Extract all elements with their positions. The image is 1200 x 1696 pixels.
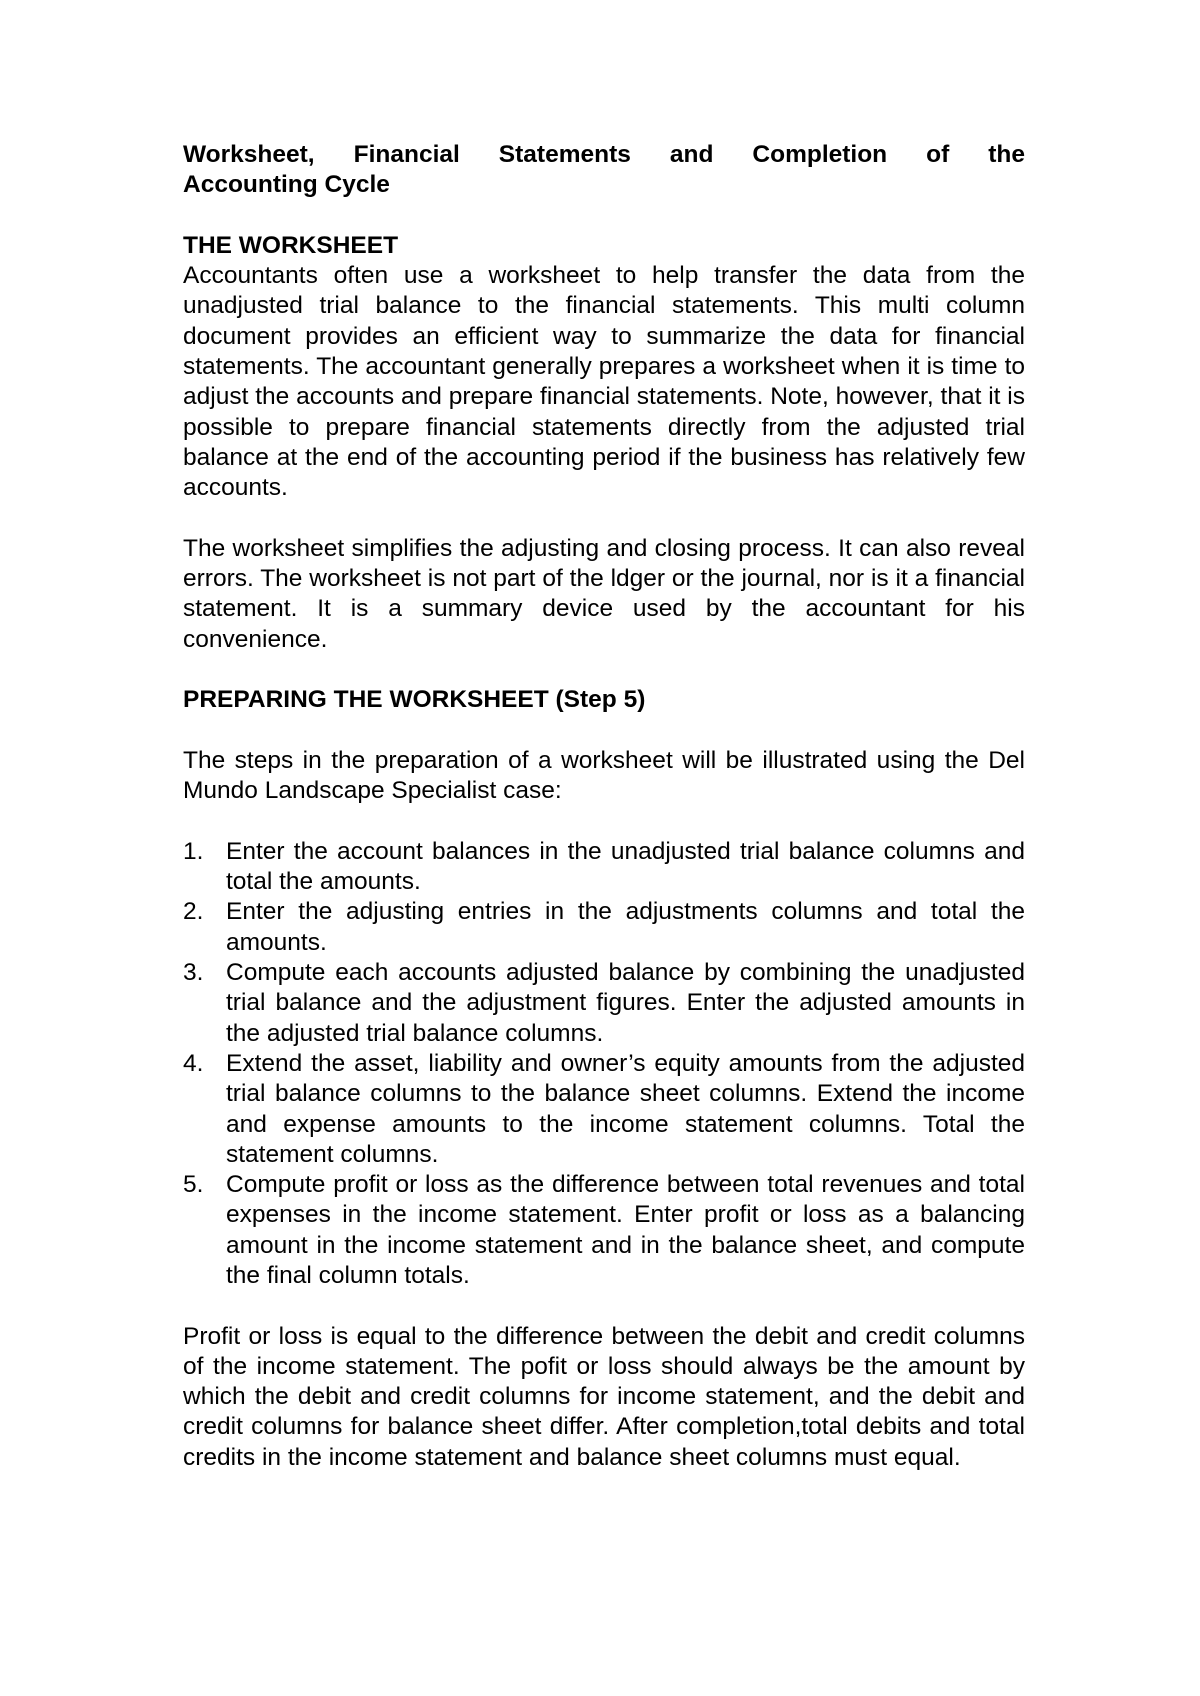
title-word: the (988, 141, 1025, 168)
section-heading-preparing: PREPARING THE WORKSHEET (Step 5) (183, 686, 646, 714)
paragraph-worksheet-purpose: The worksheet simplifies the adjusting and closing process. It can also reveal errors. The worksheet is not part of the ldger or the journal, nor is it a financial statement. It is a summary device used by the accountant for his convenience. (183, 534, 1025, 653)
list-item-number: 4. (183, 1049, 204, 1077)
section-heading-worksheet: THE WORKSHEET (183, 231, 399, 259)
title-word: Financial (353, 141, 460, 168)
list-item-text: Enter the account balances in the unadjusted trial balance columns and total the amounts. (226, 837, 1025, 896)
title-word: Worksheet, (183, 141, 315, 168)
title-word: Statements (498, 141, 631, 168)
spacer (183, 201, 1025, 231)
list-item-text: Enter the adjusting entries in the adjustments columns and total the amounts. (226, 898, 1025, 956)
document-body (183, 140, 1025, 1473)
title-word: of (926, 141, 950, 168)
spacer (183, 655, 1025, 685)
list-item-number: 3. (183, 959, 204, 987)
list-item-text: Compute each accounts adjusted balance by combining the unadjusted trial balance and the adjustment figures. Enter the adjusted amounts in the adjusted trial balance columns. (226, 959, 1025, 1047)
spacer (183, 716, 1025, 746)
title-line-2: Accounting Cycle (183, 171, 390, 199)
list-item (183, 1049, 1025, 1170)
paragraph-worksheet-intro: Accountants often use a worksheet to help transfer the data from the unadjusted trial balance to the financial statements. This multi column document provides an efficient way to summarize the data for financial statements. The accountant generally prepares a worksheet when it is time to adjust the accounts and prepare financial statements. Note, however, that it is possible to prepare financial statements directly from the adjusted trial balance at the end of the accounting period if the business has relatively few accounts. (183, 262, 1025, 502)
list-item-text: Compute profit or loss as the difference between total revenues and total expenses in the income statement. Enter profit or loss as a balancing amount in the income statement and in the balance sheet, and compute the final column totals. (226, 1171, 1025, 1289)
spacer (183, 807, 1025, 837)
list-item-number: 1. (183, 837, 204, 865)
list-item (183, 1170, 1025, 1291)
document-title (183, 140, 1025, 201)
title-word: Completion (752, 141, 888, 168)
steps-list (183, 837, 1025, 1291)
list-item (183, 897, 1025, 958)
spacer (183, 1291, 1025, 1321)
list-item-number: 2. (183, 898, 204, 926)
list-item (183, 837, 1025, 898)
list-item-number: 5. (183, 1171, 204, 1199)
paragraph-profit-or-loss: Profit or loss is equal to the difference between the debit and credit columns of the income statement. The pofit or loss should always be the amount by which the debit and credit columns for income statement, and the debit and credit columns for balance sheet differ. After completion,total debits and total credits in the income statement and balance sheet columns must equal. (183, 1322, 1025, 1471)
list-item (183, 958, 1025, 1049)
title-word: and (669, 141, 714, 168)
list-item-text: Extend the asset, liability and owner’s equity amounts from the adjusted trial balance columns to the balance sheet columns. Extend the income and expense amounts to the income statement columns. Total the statement columns. (226, 1049, 1025, 1168)
title-line-1 (183, 140, 1025, 170)
spacer (183, 504, 1025, 534)
paragraph-steps-intro: The steps in the preparation of a worksheet will be illustrated using the Del Mundo Landscape Specialist case: (183, 746, 1025, 805)
